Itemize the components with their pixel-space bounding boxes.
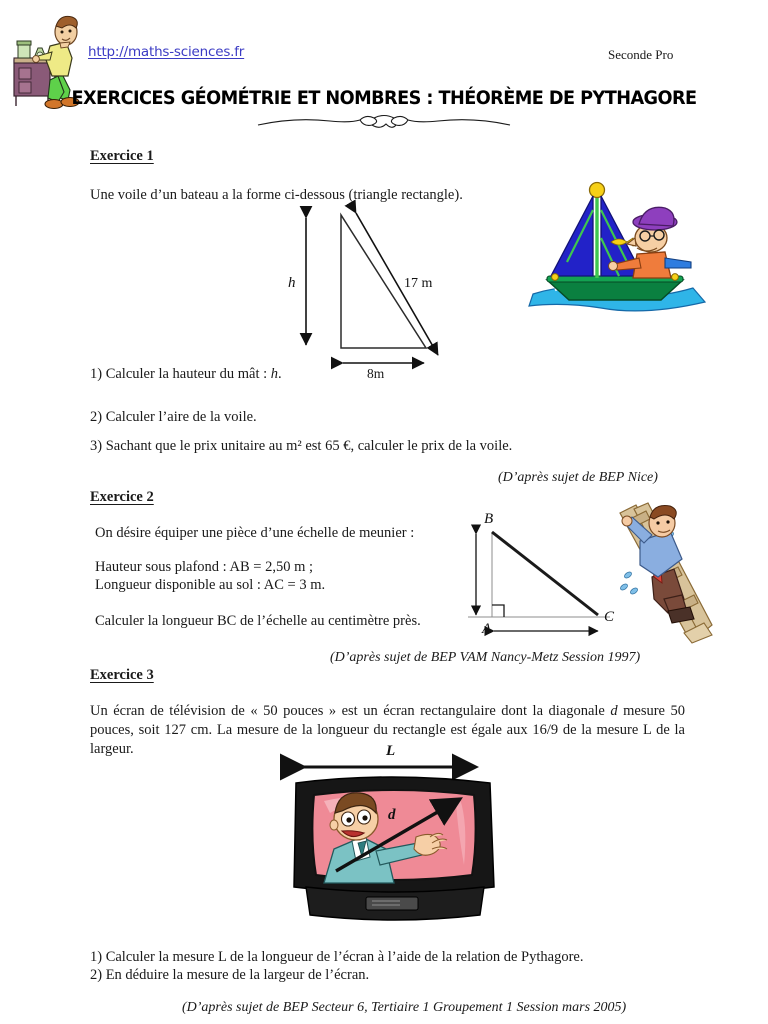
exercise-3-intro: Un écran de télévision de « 50 pouces » est un écran rectangulaire dont la diagonale d mesure 50 pouces, soit 127 cm. La mesure de la longueur du rectangle est égale aux 16/9 de la mesure L de la largeur. [90, 703, 685, 757]
exercise-1-question-1: 1) Calculer la hauteur du mât : h. [90, 366, 282, 382]
sailboat-cartoon [515, 176, 725, 321]
exercise-1-intro: Une voile d’un bateau a la forme ci-dessous (triangle rectangle). [90, 187, 463, 203]
flourish-divider-icon [254, 112, 514, 134]
exercise-2-heading: Exercice 2 [90, 489, 154, 505]
exercise-3-source: (D’après sujet de BEP Secteur 6, Tertiaire 1 Groupement 1 Session mars 2005) [182, 1000, 627, 1015]
right-triangle-sail-diagram [286, 205, 476, 370]
exercise-1-source: (D’après sujet de BEP Nice) [498, 470, 658, 485]
exercise-2-question: Calculer la longueur BC de l’échelle au centimètre près. [95, 613, 421, 629]
figure-label-height: h [288, 275, 296, 291]
exercise-3-heading: Exercice 3 [90, 667, 154, 683]
figure-vertex-a: A [482, 621, 492, 637]
exercise-2-given-1: Hauteur sous plafond : AB = 2,50 m ; [95, 559, 314, 575]
exercise-3-question-2: 2) En déduire la mesure de la largeur de l’écran. [90, 967, 370, 983]
television-diagonal-diagram [290, 737, 500, 932]
man-on-ladder-cartoon [618, 503, 728, 648]
exercise-1-question-2: 2) Calculer l’aire de la voile. [90, 409, 257, 425]
page-title: EXERCICES GÉOMÉTRIE ET NOMBRES : THÉORÈME DE PYTHAGORE [71, 87, 697, 109]
exercise-1-heading: Exercice 1 [90, 148, 154, 164]
level-label: Seconde Pro [608, 47, 674, 62]
figure-label-base: 8m [367, 366, 385, 381]
figure-label-diagonal: d [388, 807, 396, 823]
figure-vertex-b: B [484, 511, 494, 527]
exercise-3-question-1: 1) Calculer la mesure L de la longueur de l’écran à l’aide de la relation de Pythagore. [90, 949, 584, 965]
figure-label-hypotenuse: 17 m [404, 276, 433, 291]
figure-vertex-c: C [604, 609, 615, 625]
triangle-abc-ladder-diagram [458, 505, 628, 640]
exercise-2-given-2: Longueur disponible au sol : AC = 3 m. [95, 577, 326, 593]
exercise-2-intro: On désire équiper une pièce d’une échelle de meunier : [95, 525, 415, 541]
exercise-2-source: (D’après sujet de BEP VAM Nancy-Metz Session 1997) [330, 650, 641, 665]
site-url-link[interactable]: http://maths-sciences.fr [88, 44, 245, 60]
figure-label-length: L [386, 743, 396, 759]
exercise-1-question-3: 3) Sachant que le prix unitaire au m² est 65 €, calculer le prix de la voile. [90, 438, 513, 454]
